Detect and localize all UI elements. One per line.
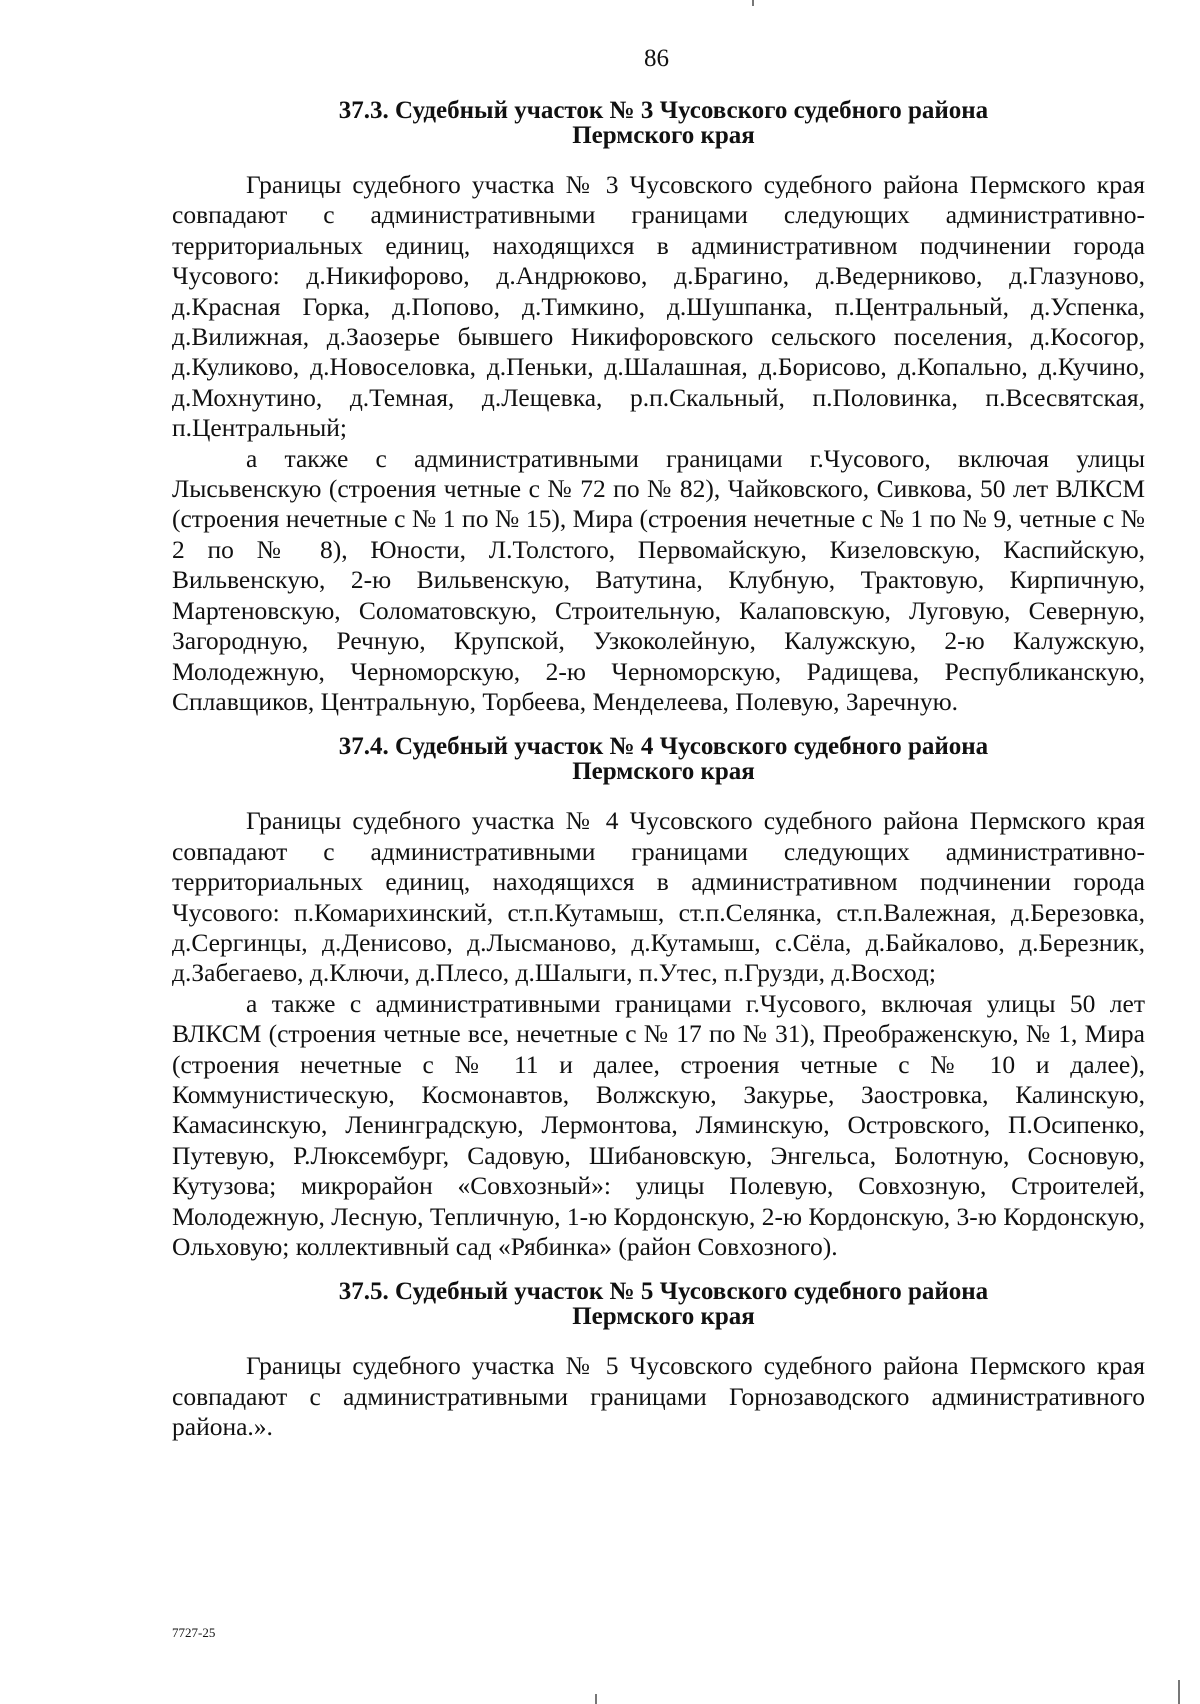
- section-title-line: 37.5. Судебный участок № 5 Чусовского судебного района: [338, 1278, 989, 1306]
- section-title: [172, 1279, 1145, 1329]
- section-title: [172, 98, 1145, 148]
- scan-artifact-corner: [1178, 1680, 1180, 1704]
- paragraph: Границы судебного участка № 5 Чусовского судебного района Пермского края совпадают с административными границами Горнозаводского административного района.».: [172, 1351, 1145, 1442]
- section-title-line: 37.4. Судебный участок № 4 Чусовского судебного района: [338, 733, 989, 761]
- section-title: [172, 734, 1145, 784]
- section-37-3: [172, 98, 1145, 717]
- paragraph: а также с административными границами г.Чусового, включая улицы 50 лет ВЛКСМ (строения четные все, нечетные с № 17 по № 31), Преображенскую, № 1, Мира (строения нечетные с № 11 и далее, строения четные с № 10 и далее), Коммунистическую, Космонавтов, Волжскую, Закурье, Заостровка, Калинскую, Камасинскую, Ленинградскую, Лермонтова, Ляминскую, Островского, П.Осипенко, Путевую, Р.Люксембург, Садовую, Шибановскую, Энгельса, Болотную, Сосновую, Кутузова; микрорайон «Совхозный»: улицы Полевую, Совхозную, Строителей, Молодежную, Лесную, Тепличную, 1-ю Кордонскую, 2-ю Кордонскую, 3-ю Кордонскую, Ольховую; коллективный сад «Рябинка» (район Совхозного).: [172, 988, 1145, 1261]
- paragraph: Границы судебного участка № 3 Чусовского судебного района Пермского края совпадают с административными границами следующих административно-территориальных единиц, находящихся в административном подчинении города Чусового: д.Никифорово, д.Андрюково, д.Брагино, д.Ведерниково, д.Глазуново, д.Красная Горка, д.Попово, д.Тимкино, д.Шушпанка, п.Центральный, д.Успенка, д.Вилижная, д.Заозерье бывшего Никифоровского сельского поселения, д.Косогор, д.Куликово, д.Новоселовка, д.Пеньки, д.Шалашная, д.Борисово, д.Копально, д.Кучино, д.Мохнутино, д.Темная, д.Лещевка, р.п.Скальный, п.Половинка, п.Всесвятская, п.Центральный;: [172, 170, 1145, 443]
- section-37-4: [172, 734, 1145, 1262]
- paragraph: а также с административными границами г.Чусового, включая улицы Лысьвенскую (строения четные с № 72 по № 82), Чайковского, Сивкова, 50 лет ВЛКСМ (строения нечетные с № 1 по № 15), Мира (строения нечетные с № 1 по № 9, четные с № 2 по № 8), Юности, Л.Толстого, Первомайскую, Кизеловскую, Каспийскую, Вильвенскую, 2-ю Вильвенскую, Ватутина, Клубную, Трактовую, Кирпичную, Мартеновскую, Соломатовскую, Строительную, Калаповскую, Луговую, Северную, Загородную, Речную, Крупской, Узкоколейную, Калужскую, 2-ю Калужскую, Молодежную, Черноморскую, 2-ю Черноморскую, Радищева, Республиканскую, Сплавщиков, Центральную, Торбеева, Менделеева, Полевую, Заречную.: [172, 443, 1145, 716]
- document-code: 7727-25: [172, 1625, 216, 1640]
- paragraph: Границы судебного участка № 4 Чусовского судебного района Пермского края совпадают с административными границами следующих административно-территориальных единиц, находящихся в административном подчинении города Чусового: п.Комарихинский, ст.п.Кутамыш, ст.п.Селянка, ст.п.Валежная, д.Березовка, д.Сергинцы, д.Денисово, д.Лысманово, д.Кутамыш, с.Сёла, д.Байкалово, д.Березник, д.Забегаево, д.Ключи, д.Плесо, д.Шалыги, п.Утес, п.Грузди, д.Восход;: [172, 806, 1145, 988]
- section-title-line: Пермского края: [572, 122, 755, 149]
- page-number: 86: [644, 45, 669, 72]
- section-title-line: Пермского края: [572, 758, 755, 786]
- scan-artifact-bottom: [595, 1694, 597, 1704]
- section-37-5: [172, 1279, 1145, 1442]
- section-title-line: Пермского края: [572, 1303, 755, 1331]
- scan-artifact-top: [752, 0, 754, 6]
- document-body: [172, 98, 1145, 1460]
- section-title-line: 37.3. Судебный участок № 3 Чусовского судебного района: [338, 97, 989, 124]
